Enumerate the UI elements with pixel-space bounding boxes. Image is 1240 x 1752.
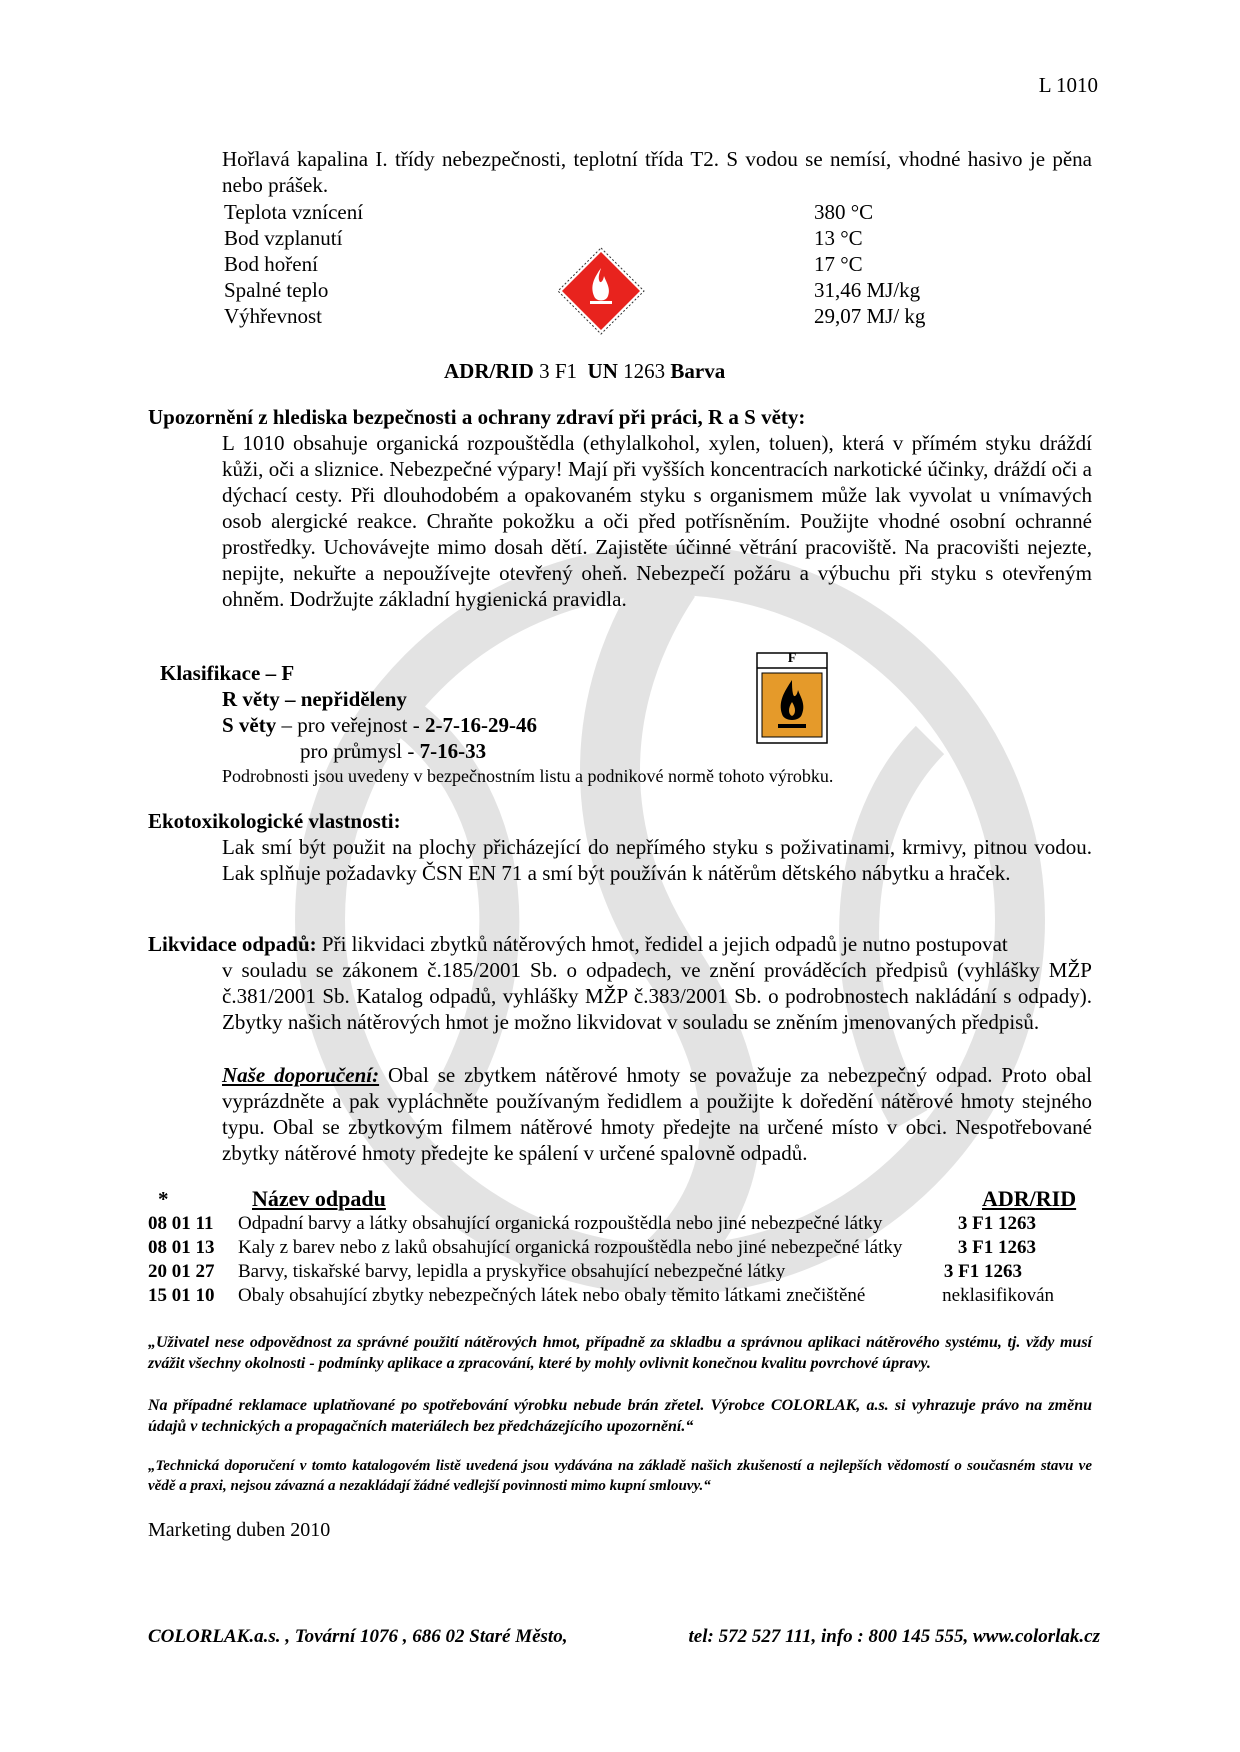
eco-heading: Ekotoxikologické vlastnosti: — [148, 809, 401, 833]
un-label: UN — [587, 359, 618, 383]
table-row — [148, 1212, 1098, 1236]
disclaimer-reclamation: Na případné reklamace uplatňované po spotřebování výrobku nebude brán zřetel. Výrobce COLORLAK, a.s. si vyhrazuje právo na změnu údajů v technických a propagačních materiálech bez předcházejícího upozornění.“ — [148, 1397, 1092, 1435]
property-label: Bod hoření — [224, 252, 318, 276]
disposal-heading: Likvidace odpadů: — [148, 932, 317, 956]
disclaimer-technical: „Technická doporučení v tomto katalogovém listě uvedená jsou vydávána na základě našich zkušeností a nejlepších vědomostí o současném stavu ve vědě a praxi, nejsou závazná a nezakládají žádné vedlejší povinnosti mimo kupní smlouvy.“ — [148, 1458, 1092, 1494]
waste-name: Barvy, tiskařské barvy, lepidla a pryskyřice obsahující nebezpečné látky — [238, 1261, 786, 1282]
s-industry-value: 7-16-33 — [419, 739, 487, 763]
s-industry-text: pro průmysl - — [300, 739, 415, 763]
adr-value: 3 F1 — [539, 359, 578, 383]
waste-code: 20 01 27 — [148, 1261, 215, 1282]
recommend-text: Obal se zbytkem nátěrové hmoty se považuje za nebezpečný odpad. Proto obal vyprázdněte a pak vypláchněte používaným ředidlem a použijte k doředění nátěrové hmoty stejného typu. Obal se zbytkovým filmem nátěrové hmoty předejte na určené místo v obci. Nespotřebované zbytky nátěrové hmoty předejte ke spálení v určené spalovně odpadů. — [222, 1063, 1092, 1165]
property-label: Výhřevnost — [224, 304, 322, 328]
property-value: 380 °C — [814, 200, 874, 224]
un-value: 1263 — [623, 359, 666, 383]
s-label: S věty — [222, 713, 277, 737]
s-public-text: – pro veřejnost - — [281, 713, 420, 737]
waste-adr: neklasifikován — [942, 1285, 1054, 1306]
waste-adr: 3 F1 1263 — [957, 1237, 1036, 1258]
adr-label: ADR/RID — [444, 359, 534, 383]
disposal-text: v souladu se zákonem č.185/2001 Sb. o odpadech, ve znění prováděcích předpisů (vyhlášky MŽP č.381/2001 Sb. Katalog odpadů, vyhlášky MŽP č.383/2001 Sb. o podrobnostech nakládání s odpady). Zbytky našich nátěrových hmot je možno likvidovat v souladu se zněním jmenovaných předpisů. — [222, 958, 1092, 1034]
disposal-first-line — [148, 931, 1092, 957]
property-label: Spalné teplo — [224, 278, 329, 302]
waste-name: Odpadní barvy a látky obsahující organická rozpouštědla nebo jiné nebezpečné látky — [238, 1213, 883, 1234]
classification-note: Podrobnosti jsou uvedeny v bezpečnostním listu a podnikové normě tohoto výrobku. — [222, 766, 834, 786]
watermark-logo — [290, 540, 1050, 1300]
table-row — [148, 1236, 1098, 1260]
document-code: L 1010 — [1038, 73, 1098, 97]
s-phrases-industry — [300, 738, 486, 764]
table-header-name: Název odpadu — [252, 1186, 386, 1211]
table-row — [148, 1260, 1098, 1284]
property-value: 13 °C — [814, 226, 863, 250]
waste-adr: 3 F1 1263 — [943, 1261, 1022, 1282]
flammable-diamond-icon — [556, 246, 646, 336]
intro-text: Hořlavá kapalina I. třídy nebezpečnosti, teplotní třída T2. S vodou se nemísí, vhodné hasivo je pěna nebo prášek. — [222, 147, 1092, 197]
recommendation — [222, 1062, 1092, 1166]
r-phrases: R věty – nepřiděleny — [222, 687, 407, 711]
property-value: 17 °C — [814, 252, 863, 276]
footer-company: COLORLAK.a.s. , Tovární 1076 , 686 02 Staré Město, — [148, 1626, 568, 1647]
recommend-label: Naše doporučení: — [222, 1063, 380, 1087]
table-row — [148, 1284, 1098, 1308]
adr-name: Barva — [670, 359, 726, 383]
adr-line — [444, 358, 725, 384]
waste-code: 08 01 11 — [148, 1213, 214, 1234]
waste-name: Obaly obsahující zbytky nebezpečných látek nebo obaly těmito látkami znečištěné — [238, 1285, 866, 1306]
eco-text: Lak smí být použit na plochy přicházející do nepřímého styku s poživatinami, krmivy, pitnou vodou. Lak splňuje požadavky ČSN EN 71 a smí být používán k nátěrům dětského nábytku a hraček. — [222, 835, 1092, 885]
disclaimer-responsibility: „Uživatel nese odpovědnost za správné použití nátěrových hmot, případně za skladbu a správnou aplikaci nátěrového systému, tj. vždy musí zvážit všechny okolnosti - podmínky aplikace a zpracování, které by mohly ovlivnit konečnou kvalitu povrchové úpravy. — [148, 1334, 1092, 1372]
footer-contact: tel: 572 527 111, info : 800 145 555, www.colorlak.cz — [688, 1626, 1100, 1647]
s-public-value: 2-7-16-29-46 — [424, 713, 537, 737]
disposal-text-first: Při likvidaci zbytků nátěrových hmot, ředidel a jejich odpadů je nutno postupovat — [321, 932, 1008, 956]
s-phrases-public — [222, 712, 537, 738]
property-value: 29,07 MJ/ kg — [814, 304, 926, 328]
property-label: Bod vzplanutí — [224, 226, 343, 250]
table-header-adr: ADR/RID — [982, 1186, 1077, 1211]
waste-code: 08 01 13 — [148, 1237, 215, 1258]
safety-text: L 1010 obsahuje organická rozpouštědla (ethylalkohol, xylen, toluen), která v přímém styku dráždí kůži, oči a sliznice. Nebezpečné výpary! Mají při vyšších koncentracích narkotické účinky, dráždí oči a dýchací cesty. Při dlouhodobém a opakovaném styku s organismem může lak vyvolat u vnímavých osob alergické reakce. Chraňte pokožku a oči před potřísněním. Použijte vhodné osobní ochranné prostředky. Uchovávejte mimo dosah dětí. Zajistěte účinné větrání pracoviště. Na pracovišti nejezte, nepijte, nekuřte a nepoužívejte otevřený oheň. Nebezpečí požáru a výbuchu při styku s otevřeným ohněm. Dodržujte základní hygienická pravidla. — [222, 431, 1092, 611]
property-label: Teplota vznícení — [224, 200, 364, 224]
waste-adr: 3 F1 1263 — [957, 1213, 1036, 1234]
classification-heading: Klasifikace – F — [160, 661, 295, 685]
waste-name: Kaly z barev nebo z laků obsahující organická rozpouštědla nebo jiné nebezpečné látky — [238, 1237, 903, 1258]
symbol-letter: F — [787, 651, 797, 666]
property-value: 31,46 MJ/kg — [814, 278, 921, 302]
marketing-date: Marketing duben 2010 — [148, 1519, 331, 1541]
table-star: * — [158, 1187, 169, 1211]
safety-heading: Upozornění z hlediska bezpečnosti a ochrany zdraví při práci, R a S věty: — [148, 405, 806, 429]
waste-code: 15 01 10 — [148, 1285, 215, 1306]
